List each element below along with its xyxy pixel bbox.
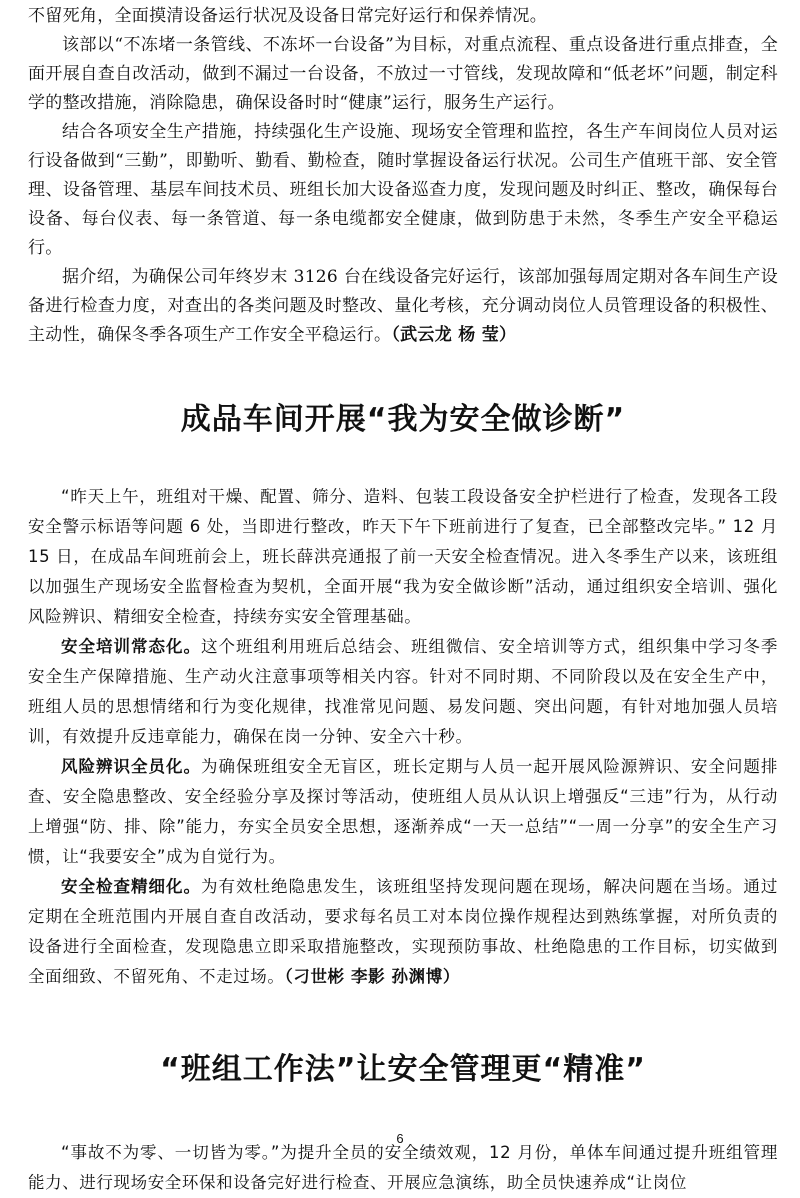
paragraph: “昨天上午，班组对干燥、配置、筛分、造料、包装工段设备安全护栏进行了检查，发现各工段安全警示标语等问题 6 处，当即进行整改，昨天下午下班前进行了复查，已全部整改完毕。” 12 月 15 日，在成品车间班前会上，班长薛洪亮通报了前一天安全检查情况。进入冬季生产以来，该班组以加强生产现场安全监督检查为契机，全面开展“我为安全做诊断”活动，通过组织安全培训、强化风险辨识、精细安全检查，持续夯实安全管理基础。 xyxy=(28,487,778,626)
article-title: “班组工作法”让安全管理更“精准” xyxy=(160,1052,646,1087)
paragraph: 该部以“不冻堵一条管线、不冻坏一台设备”为目标，对重点流程、重点设备进行重点排查，全面开展自查自改活动，做到不漏过一台设备，不放过一寸管线，发现故障和“低老坏”问题，制定科学的整改措施，消除隐患，确保设备时时“健康”运行，服务生产运行。 xyxy=(28,35,778,113)
paragraph-lead: 安全培训常态化。 xyxy=(61,637,201,656)
paragraph-lead: 风险辨识全员化。 xyxy=(61,757,201,776)
paragraph xyxy=(28,872,778,992)
article-equipment-maintenance xyxy=(28,0,778,350)
paragraph-lead: 安全检查精细化。 xyxy=(61,877,201,896)
paragraph: “事故不为零、一切皆为零。”为提升全员的安全绩效观，12 月份，单体车间通过提升班组管理能力、进行现场安全环保和设备完好进行检查、开展应急演练，助全员快速养成“让岗位 xyxy=(28,1143,778,1192)
article-title: 成品车间开展“我为安全做诊断” xyxy=(180,402,626,437)
paragraph xyxy=(28,263,778,350)
paragraph xyxy=(28,632,778,752)
paragraph-text: 这个班组利用班后总结会、班组微信、安全培训等方式，组织集中学习冬季安全生产保障措施、生产动火注意事项等相关内容。针对不同时期、不同阶段以及在安全生产中，班组人员的思想情绪和行为变化规律，找准常见问题、易发问题、突出问题，有针对地加强人员培训，有效提升反违章能力，确保在岗一分钟、安全六十秒。 xyxy=(28,637,778,746)
paragraph-text: 为确保班组安全无盲区，班长定期与人员一起开展风险源辨识、安全问题排查、安全隐患整改、安全经验分享及探讨等活动，使班组人员从认识上增强反“三违”行为，从行动上增强“防、排、除”能力，夯实全员安全思想，逐渐养成“一天一总结”“一周一分享”的安全生产习惯，让“我要安全”成为自觉行为。 xyxy=(28,757,778,866)
article-safety-diagnosis xyxy=(28,482,778,992)
paragraph: 不留死角，全面摸清设备运行状况及设备日常完好运行和保养情况。 xyxy=(28,6,547,26)
byline: （刁世彬 李影 孙渊博） xyxy=(284,967,460,986)
article-team-work-method xyxy=(28,1138,778,1198)
page-number: 6 xyxy=(396,1131,404,1146)
paragraph: 结合各项安全生产措施，持续强化生产设施、现场安全管理和监控，各生产车间岗位人员对运行设备做到“三勤”，即勤听、勤看、勤检查，随时掌握设备运行状况。公司生产值班干部、安全管理、设备管理、基层车间技术员、班组长加大设备巡查力度，发现问题及时纠正、整改，确保每台设备、每台仪表、每一条管道、每一条电缆都安全健康，做到防患于未然，冬季生产安全平稳运行。 xyxy=(28,122,778,258)
byline: （武云龙 杨 莹） xyxy=(391,325,517,345)
paragraph-text: 据介绍，为确保公司年终岁末 3126 台在线设备完好运行，该部加强每周定期对各车间生产设备进行检查力度，对查出的各类问题及时整改、量化考核，充分调动岗位人员管理设备的积极性、主动性，确保冬季各项生产工作安全平稳运行。 xyxy=(28,267,778,345)
paragraph-text: 为有效杜绝隐患发生，该班组坚持发现问题在现场，解决问题在当场。通过定期在全班范围内开展自查自改活动，要求每名员工对本岗位操作规程达到熟练掌握，对所负责的设备进行全面检查，发现隐患立即采取措施整改，实现预防事故、杜绝隐患的工作目标，切实做到全面细致、不留死角、不走过场。 xyxy=(28,877,778,986)
paragraph xyxy=(28,752,778,872)
